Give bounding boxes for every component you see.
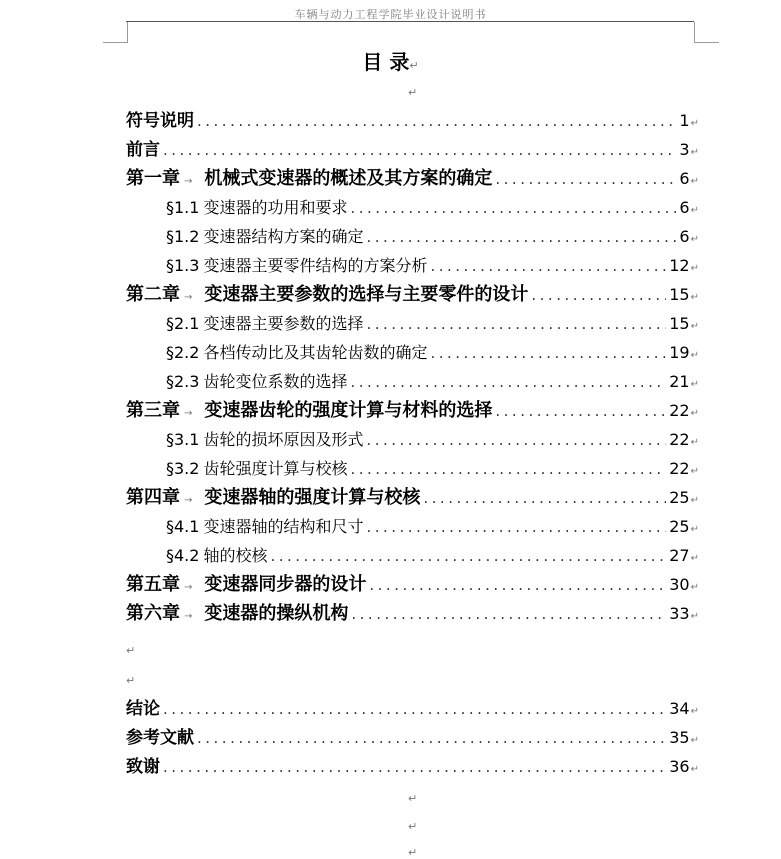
paragraph-mark-icon: ↵ [690,495,699,506]
entry-title: 齿轮的损坏原因及形式 [203,430,364,449]
tab-arrow-icon: → [184,611,193,622]
header-rule [126,21,694,22]
paragraph-mark-icon: ↵ [409,59,419,72]
entry-title: 变速器主要零件结构的方案分析 [203,256,428,275]
toc-entry[interactable] [126,106,699,135]
entry-number: §1.2 [166,227,200,246]
paragraph-mark-icon: ↵ [126,674,136,687]
dot-leader [163,136,676,165]
entry-number: 第五章 [126,574,180,595]
entry-title: 变速器结构方案的确定 [203,227,364,246]
paragraph-mark-icon: ↵ [690,582,699,593]
page-number: 34 [669,699,690,718]
tab-arrow-icon: → [184,176,193,187]
margin-corner-right [694,22,719,43]
entry-title: 变速器主要参数的选择与主要零件的设计 [204,284,529,305]
dot-leader [163,753,666,782]
paragraph-mark-icon: ↵ [690,205,699,216]
entry-number: §2.2 [166,343,200,362]
paragraph-mark-icon: ↵ [690,321,699,332]
page-number: 1 [679,111,690,130]
dot-leader [197,724,666,753]
paragraph-mark-icon: ↵ [690,611,699,622]
page-number: 6 [679,227,690,246]
toc-entry[interactable] [126,135,699,164]
page-number: 27 [669,546,690,565]
dot-leader [350,368,666,397]
toc-entry[interactable] [126,280,699,309]
dot-leader [430,339,666,368]
entry-title: 各档传动比及其齿轮齿数的确定 [203,343,428,362]
page-number: 30 [669,575,690,594]
paragraph-mark-icon: ↵ [690,176,699,187]
margin-corner-left [103,22,128,43]
dot-leader [366,310,666,339]
toc-entry[interactable] [126,222,699,251]
toc-title-text: 目 录 [362,50,410,74]
entry-title: 轴的校核 [203,546,268,565]
toc-entry[interactable] [126,723,699,752]
toc-title [0,46,781,75]
paragraph-mark-icon: ↵ [690,263,699,274]
entry-title: 参考文献 [126,728,194,748]
tab-arrow-icon: → [184,408,193,419]
toc-entry[interactable] [126,338,699,367]
dot-leader [495,165,676,194]
page-number: 36 [669,757,690,776]
dot-leader [351,600,666,629]
toc-entry[interactable] [126,396,699,425]
page-number: 22 [669,430,690,449]
entry-title: 变速器轴的强度计算与校核 [204,487,421,508]
page-number: 25 [669,517,690,536]
page-number: 12 [669,256,690,275]
page-number: 35 [669,728,690,747]
entry-number: 第六章 [126,603,180,624]
entry-title: 变速器轴的结构和尺寸 [203,517,364,536]
page-number: 15 [669,285,690,304]
paragraph-mark-icon: ↵ [126,644,136,657]
paragraph-mark-icon: ↵ [690,706,699,717]
entry-title: 变速器齿轮的强度计算与材料的选择 [204,400,493,421]
entry-number: §2.1 [166,314,200,333]
page-number: 6 [679,169,690,188]
toc-entry[interactable] [126,164,699,193]
toc-entry[interactable] [126,425,699,454]
entry-title: 机械式变速器的概述及其方案的确定 [204,168,493,189]
toc-entry[interactable] [126,599,699,628]
paragraph-mark-icon: ↵ [690,118,699,129]
entry-number: 第四章 [126,487,180,508]
dot-leader [495,397,666,426]
paragraph-mark-icon: ↵ [690,466,699,477]
dot-leader [430,252,666,281]
entry-number: §2.3 [166,372,200,391]
entry-number: §3.1 [166,430,200,449]
page-number: 6 [679,198,690,217]
tab-arrow-icon: → [184,495,193,506]
entry-number: 第三章 [126,400,180,421]
page-header: 车辆与动力工程学院毕业设计说明书 [294,8,487,21]
entry-number: 第一章 [126,168,180,189]
page-number: 19 [669,343,690,362]
entry-title: 致谢 [126,757,160,777]
entry-number: §3.2 [166,459,200,478]
toc-entry[interactable] [126,454,699,483]
toc-entry[interactable] [126,193,699,222]
paragraph-mark-icon: ↵ [690,379,699,390]
dot-leader [366,223,676,252]
dot-leader [369,571,666,600]
page-number: 22 [669,459,690,478]
entry-title: 变速器同步器的设计 [204,574,367,595]
paragraph-mark-icon: ↵ [690,147,699,158]
entry-number: §1.3 [166,256,200,275]
paragraph-mark-icon: ↵ [408,792,418,805]
entry-number: §4.1 [166,517,200,536]
paragraph-mark-icon: ↵ [690,408,699,419]
toc-entry[interactable] [126,694,699,723]
dot-leader [350,455,666,484]
toc-end-list [126,694,699,781]
dot-leader [366,513,666,542]
entry-title: 变速器的操纵机构 [204,603,349,624]
toc-entry[interactable] [126,512,699,541]
paragraph-mark-icon: ↵ [690,234,699,245]
dot-leader [270,542,666,571]
entry-title: 齿轮变位系数的选择 [203,372,348,391]
paragraph-mark-icon: ↵ [690,735,699,746]
page-number: 33 [669,604,690,623]
toc-entry[interactable] [126,309,699,338]
tab-arrow-icon: → [184,582,193,593]
entry-number: §4.2 [166,546,200,565]
dot-leader [531,281,666,310]
page-number: 21 [669,372,690,391]
paragraph-mark-icon: ↵ [690,524,699,535]
toc-entry[interactable] [126,541,699,570]
entry-title: 变速器的功用和要求 [203,198,348,217]
entry-title: 齿轮强度计算与校核 [203,459,348,478]
toc-entry[interactable] [126,367,699,396]
paragraph-mark-icon: ↵ [690,292,699,303]
dot-leader [350,194,676,223]
dot-leader [423,484,666,513]
toc-entry[interactable] [126,570,699,599]
toc-entry[interactable] [126,752,699,781]
toc-list [126,106,699,628]
entry-title: 符号说明 [126,111,194,131]
entry-title: 结论 [126,699,160,719]
page-number: 22 [669,401,690,420]
page-number: 15 [669,314,690,333]
dot-leader [197,107,676,136]
toc-entry[interactable] [126,251,699,280]
entry-number: 第二章 [126,284,180,305]
entry-title: 变速器主要参数的选择 [203,314,364,333]
paragraph-mark-icon: ↵ [408,820,418,833]
paragraph-mark-icon: ↵ [690,553,699,564]
entry-number: §1.1 [166,198,200,217]
dot-leader [163,695,666,724]
paragraph-mark-icon: ↵ [408,86,418,99]
paragraph-mark-icon: ↵ [690,764,699,775]
paragraph-mark-icon: ↵ [408,846,418,859]
dot-leader [366,426,666,455]
page-number: 25 [669,488,690,507]
entry-title: 前言 [126,140,160,160]
paragraph-mark-icon: ↵ [690,350,699,361]
page-number: 3 [679,140,690,159]
paragraph-mark-icon: ↵ [690,437,699,448]
tab-arrow-icon: → [184,292,193,303]
toc-entry[interactable] [126,483,699,512]
